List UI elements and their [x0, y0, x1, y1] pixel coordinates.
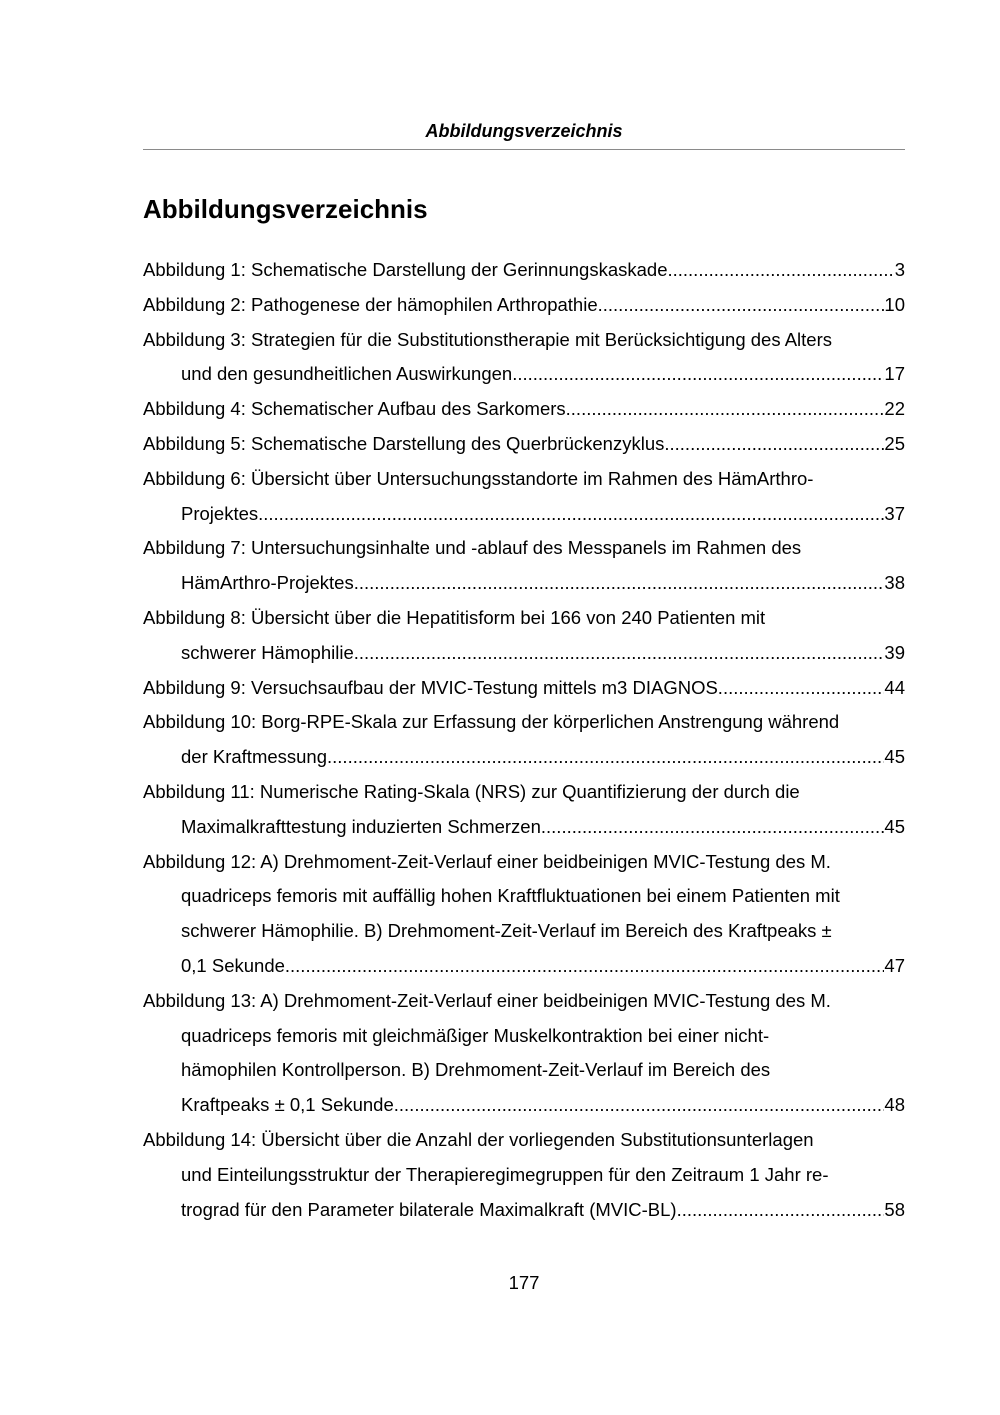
table-of-figures	[143, 253, 905, 1227]
toc-entry-text: Abbildung 8: Übersicht über die Hepatitisform bei 166 von 240 Patienten mit	[143, 606, 766, 628]
toc-entry-text: Abbildung 7: Untersuchungsinhalte und -ablauf des Messpanels im Rahmen des	[143, 537, 802, 559]
toc-entry[interactable]	[143, 984, 905, 1123]
toc-entry[interactable]	[143, 671, 905, 706]
toc-entry[interactable]	[143, 775, 905, 845]
toc-entry-page: 45	[884, 815, 905, 837]
toc-entry[interactable]	[143, 392, 905, 427]
toc-entry[interactable]	[143, 288, 905, 323]
toc-entry-text: Abbildung 3: Strategien für die Substitutionstherapie mit Berücksichtigung des Alters	[143, 328, 833, 350]
toc-entry-page: 45	[884, 746, 905, 768]
toc-entry-line-last	[143, 253, 905, 288]
page-title: Abbildungsverzeichnis	[143, 194, 428, 224]
toc-entry-page: 10	[884, 293, 905, 315]
page-number: 177	[508, 1272, 540, 1293]
toc-entry-line-last	[143, 810, 905, 845]
toc-entry-line-last	[143, 740, 905, 775]
toc-entry[interactable]	[143, 705, 905, 775]
toc-entry-page: 39	[884, 641, 905, 663]
dot-leader	[546, 810, 884, 845]
toc-entry-line-last	[143, 497, 905, 532]
toc-entry-text: Projektes.	[181, 502, 264, 524]
toc-entry-line-last	[143, 636, 905, 671]
toc-entry-page: 37	[884, 502, 905, 524]
toc-entry-text: der Kraftmessung.	[181, 746, 333, 768]
toc-entry-text: schwerer Hämophilie. B) Drehmoment-Zeit-Verlauf im Bereich des Kraftpeaks ±	[181, 920, 832, 942]
dot-leader	[571, 392, 885, 427]
toc-entry-page: 25	[884, 432, 905, 454]
toc-entry-text: Abbildung 2: Pathogenese der hämophilen Arthropathie	[143, 293, 598, 315]
toc-entry[interactable]	[143, 462, 905, 532]
toc-entry-page: 44	[884, 676, 905, 698]
toc-entry-text: Abbildung 5: Schematische Darstellung des Querbrückenzyklus.	[143, 432, 670, 454]
toc-entry-text: 0,1 Sekunde.	[181, 954, 291, 976]
running-header: Abbildungsverzeichnis	[143, 119, 905, 150]
toc-entry-text: HämArthro-Projektes.	[181, 572, 359, 594]
toc-entry[interactable]	[143, 531, 905, 601]
dot-leader	[670, 427, 885, 462]
toc-entry[interactable]	[143, 323, 905, 393]
toc-entry[interactable]	[143, 427, 905, 462]
toc-entry-text: quadriceps femoris mit auffällig hohen Kraftfluktuationen bei einem Patienten mit	[181, 885, 840, 907]
toc-entry-line-last	[143, 288, 905, 323]
dot-leader	[359, 566, 885, 601]
toc-entry-text: Abbildung 10: Borg-RPE-Skala zur Erfassung der körperlichen Anstrengung während	[143, 711, 840, 733]
toc-entry-text: trograd für den Parameter bilaterale Maximalkraft (MVIC-BL)	[181, 1198, 677, 1220]
toc-entry-text: und den gesundheitlichen Auswirkungen.	[181, 363, 518, 385]
toc-entry-text: Abbildung 11: Numerische Rating-Skala (NRS) zur Quantifizierung der durch die	[143, 780, 800, 802]
dot-leader	[517, 357, 884, 392]
toc-entry-text: hämophilen Kontrollperson. B) Drehmoment-Zeit-Verlauf im Bereich des	[181, 1059, 771, 1081]
toc-entry-text: quadriceps femoris mit gleichmäßiger Muskelkontraktion bei einer nicht-	[181, 1024, 770, 1046]
toc-entry-line-last	[143, 566, 905, 601]
toc-entry-text: Abbildung 6: Übersicht über Untersuchungsstandorte im Rahmen des HämArthro-	[143, 467, 814, 489]
toc-entry-text: schwerer Hämophilie.	[181, 641, 359, 663]
dot-leader	[723, 671, 884, 706]
toc-entry[interactable]	[143, 1123, 905, 1227]
toc-entry-page: 48	[884, 1094, 905, 1116]
dot-leader	[677, 1193, 885, 1228]
toc-entry-text: Abbildung 12: A) Drehmoment-Zeit-Verlauf einer beidbeinigen MVIC-Testung des M.	[143, 850, 831, 872]
dot-leader	[263, 497, 884, 532]
toc-entry-line-last	[143, 671, 905, 706]
toc-entry-page: 58	[884, 1198, 905, 1220]
dot-leader	[359, 636, 885, 671]
dot-leader	[399, 1088, 885, 1123]
toc-entry-page: 22	[884, 398, 905, 420]
toc-entry-line-last	[143, 427, 905, 462]
toc-entry-page: 47	[884, 954, 905, 976]
toc-entry-text: Maximalkrafttestung induzierten Schmerzen.	[181, 815, 547, 837]
toc-entry-text: Abbildung 14: Übersicht über die Anzahl der vorliegenden Substitutionsunterlagen	[143, 1128, 814, 1150]
dot-leader	[290, 949, 884, 984]
toc-entry-line-last	[143, 1088, 905, 1123]
toc-entry-line-last	[143, 1193, 905, 1228]
toc-entry-line-last	[143, 949, 905, 984]
toc-entry-text: Abbildung 9: Versuchsaufbau der MVIC-Testung mittels m3 DIAGNOS.	[143, 676, 723, 698]
toc-entry[interactable]	[143, 601, 905, 671]
toc-entry-page: 38	[884, 572, 905, 594]
toc-entry[interactable]	[143, 253, 905, 288]
toc-entry-page: 17	[884, 363, 905, 385]
dot-leader	[598, 288, 885, 323]
dot-leader	[332, 740, 884, 775]
toc-entry[interactable]	[143, 845, 905, 984]
toc-entry-text: Abbildung 1: Schematische Darstellung der Gerinnungskaskade.	[143, 259, 673, 280]
toc-entry-text: und Einteilungsstruktur der Therapieregimegruppen für den Zeitraum 1 Jahr re-	[181, 1163, 829, 1185]
toc-entry-text: Abbildung 13: A) Drehmoment-Zeit-Verlauf einer beidbeinigen MVIC-Testung des M.	[143, 989, 831, 1011]
dot-leader	[673, 253, 895, 288]
toc-entry-line-last	[143, 357, 905, 392]
toc-entry-page: 3	[894, 259, 905, 280]
toc-entry-line-last	[143, 392, 905, 427]
toc-entry-text: Kraftpeaks ± 0,1 Sekunde.	[181, 1094, 399, 1116]
toc-entry-text: Abbildung 4: Schematischer Aufbau des Sarkomers.	[143, 398, 571, 420]
